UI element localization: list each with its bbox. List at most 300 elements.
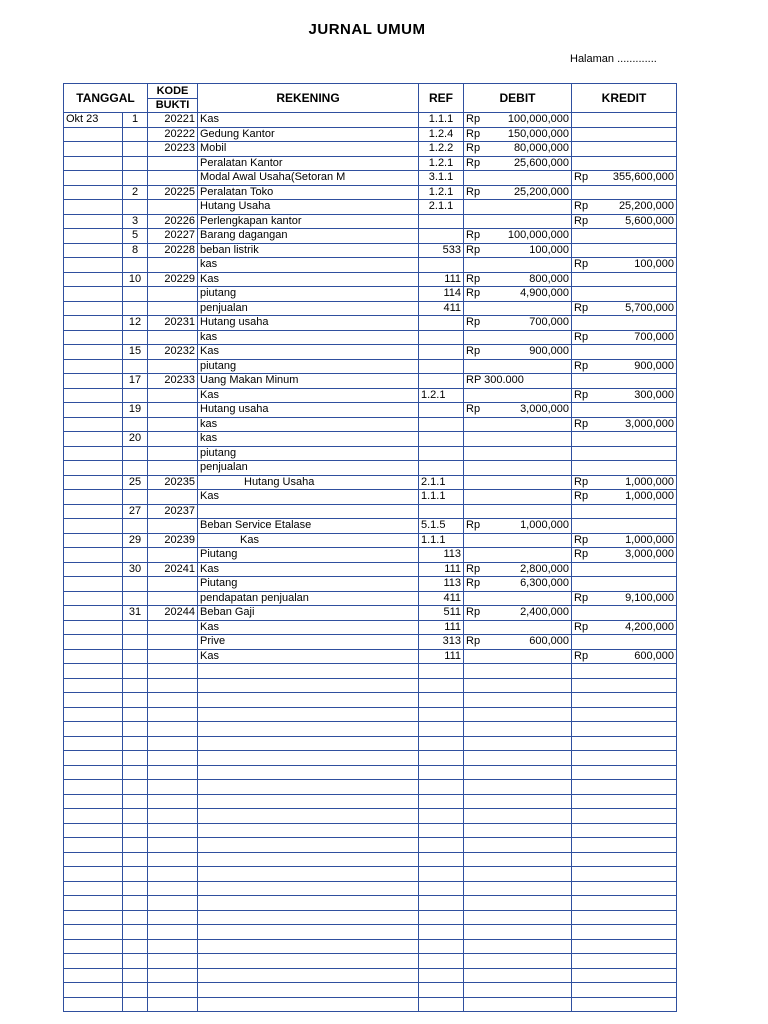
empty-cell: [64, 736, 123, 751]
empty-cell: [419, 765, 464, 780]
debit-amount: [466, 519, 569, 532]
empty-row: [64, 852, 677, 867]
empty-cell: [123, 867, 148, 882]
table-row: [64, 374, 677, 389]
cell-ref: 1.2.4: [419, 127, 464, 142]
cell-rekening: Kas: [198, 620, 419, 635]
empty-row: [64, 765, 677, 780]
table-row: [64, 490, 677, 505]
cell-kode-bukti: 20225: [148, 185, 198, 200]
table-row: [64, 403, 677, 418]
cell-ref: 511: [419, 606, 464, 621]
empty-cell: [198, 707, 419, 722]
cell-rekening: Piutang: [198, 577, 419, 592]
header-rekening: REKENING: [198, 84, 419, 113]
cell-day: [123, 519, 148, 534]
cell-ref: [419, 316, 464, 331]
cell-debit: [464, 606, 572, 621]
cell-kode-bukti: [148, 171, 198, 186]
table-row: [64, 432, 677, 447]
cell-kredit: [572, 403, 677, 418]
empty-cell: [464, 881, 572, 896]
empty-cell: [123, 968, 148, 983]
empty-cell: [123, 925, 148, 940]
cell-kredit: [572, 504, 677, 519]
kredit-amount: [574, 302, 674, 315]
cell-debit: [464, 548, 572, 563]
empty-cell: [198, 881, 419, 896]
table-row: [64, 359, 677, 374]
cell-kredit: [572, 591, 677, 606]
cell-rekening: pendapatan penjualan: [198, 591, 419, 606]
kredit-value: 600,000: [634, 649, 674, 662]
empty-cell: [123, 939, 148, 954]
empty-cell: [198, 664, 419, 679]
cell-ref: 111: [419, 272, 464, 287]
table-row: [64, 171, 677, 186]
empty-cell: [123, 707, 148, 722]
cell-rekening: Kas: [198, 490, 419, 505]
cell-day: [123, 200, 148, 215]
cell-kode-bukti: 20222: [148, 127, 198, 142]
cell-rekening: Kas: [198, 345, 419, 360]
empty-cell: [64, 939, 123, 954]
cell-kredit: [572, 171, 677, 186]
table-row: [64, 156, 677, 171]
empty-cell: [64, 838, 123, 853]
cell-kredit: [572, 548, 677, 563]
cell-debit: [464, 577, 572, 592]
cell-debit: [464, 649, 572, 664]
empty-cell: [198, 838, 419, 853]
page-number-label: Halaman .............: [570, 53, 657, 65]
kredit-currency: Rp: [574, 475, 589, 488]
cell-kode-bukti: [148, 200, 198, 215]
empty-row: [64, 939, 677, 954]
cell-kredit: [572, 606, 677, 621]
empty-cell: [123, 736, 148, 751]
kredit-amount: [574, 331, 674, 344]
empty-cell: [464, 983, 572, 998]
cell-kode-bukti: 20229: [148, 272, 198, 287]
empty-cell: [419, 751, 464, 766]
cell-rekening: Kas: [198, 388, 419, 403]
cell-ref: 1.2.1: [419, 185, 464, 200]
table-row: [64, 388, 677, 403]
cell-tanggal: [64, 359, 123, 374]
empty-cell: [464, 997, 572, 1012]
debit-value: 900,000: [529, 345, 569, 358]
empty-row: [64, 751, 677, 766]
empty-cell: [464, 809, 572, 824]
debit-currency: RP 300.000: [466, 374, 524, 387]
empty-cell: [123, 765, 148, 780]
empty-cell: [64, 707, 123, 722]
empty-row: [64, 707, 677, 722]
kredit-value: 5,700,000: [625, 301, 674, 314]
cell-day: [123, 417, 148, 432]
cell-ref: 111: [419, 649, 464, 664]
table-row: [64, 113, 677, 128]
cell-ref: 2.1.1: [419, 475, 464, 490]
cell-rekening: kas: [198, 258, 419, 273]
cell-tanggal: [64, 200, 123, 215]
table-row: [64, 504, 677, 519]
empty-cell: [64, 765, 123, 780]
kredit-amount: [574, 200, 674, 213]
empty-cell: [123, 678, 148, 693]
debit-value: 800,000: [529, 272, 569, 285]
cell-kredit: [572, 301, 677, 316]
debit-value: 3,000,000: [520, 403, 569, 416]
table-row: [64, 330, 677, 345]
empty-cell: [148, 910, 198, 925]
cell-kode-bukti: 20235: [148, 475, 198, 490]
cell-rekening: kas: [198, 432, 419, 447]
debit-amount: [466, 157, 569, 170]
table-row: [64, 461, 677, 476]
table-row: [64, 533, 677, 548]
cell-ref: 114: [419, 287, 464, 302]
cell-debit: [464, 258, 572, 273]
empty-cell: [419, 925, 464, 940]
kredit-amount: [574, 650, 674, 663]
cell-day: 12: [123, 316, 148, 331]
kredit-amount: [574, 360, 674, 373]
table-row: [64, 562, 677, 577]
cell-kredit: [572, 432, 677, 447]
empty-cell: [148, 751, 198, 766]
cell-kredit: [572, 156, 677, 171]
header-ref: REF: [419, 84, 464, 113]
cell-ref: [419, 432, 464, 447]
empty-cell: [419, 939, 464, 954]
empty-cell: [464, 838, 572, 853]
kredit-currency: Rp: [574, 388, 589, 401]
empty-cell: [123, 997, 148, 1012]
empty-cell: [148, 794, 198, 809]
cell-tanggal: [64, 171, 123, 186]
empty-cell: [572, 939, 677, 954]
cell-rekening: Beban Service Etalase: [198, 519, 419, 534]
cell-ref: [419, 446, 464, 461]
cell-kode-bukti: [148, 620, 198, 635]
empty-cell: [198, 852, 419, 867]
cell-debit: [464, 417, 572, 432]
empty-cell: [198, 751, 419, 766]
cell-ref: 113: [419, 577, 464, 592]
cell-debit: [464, 359, 572, 374]
table-row: [64, 301, 677, 316]
cell-rekening: Peralatan Kantor: [198, 156, 419, 171]
empty-row: [64, 910, 677, 925]
table-row: [64, 316, 677, 331]
cell-kredit: [572, 577, 677, 592]
kredit-currency: Rp: [574, 200, 589, 213]
cell-debit: [464, 345, 572, 360]
cell-kode-bukti: 20223: [148, 142, 198, 157]
empty-cell: [148, 765, 198, 780]
empty-cell: [419, 896, 464, 911]
cell-tanggal: [64, 635, 123, 650]
empty-cell: [64, 881, 123, 896]
debit-currency: Rp: [466, 403, 481, 416]
cell-day: [123, 301, 148, 316]
debit-amount: [466, 345, 569, 358]
cell-ref: 5.1.5: [419, 519, 464, 534]
cell-ref: [419, 359, 464, 374]
cell-tanggal: [64, 475, 123, 490]
cell-tanggal: [64, 417, 123, 432]
cell-ref: 111: [419, 620, 464, 635]
cell-kredit: [572, 330, 677, 345]
cell-day: [123, 171, 148, 186]
kredit-currency: Rp: [574, 649, 589, 662]
empty-cell: [148, 780, 198, 795]
cell-kredit: [572, 635, 677, 650]
debit-currency: Rp: [466, 127, 481, 140]
cell-day: 29: [123, 533, 148, 548]
empty-cell: [572, 794, 677, 809]
debit-currency: Rp: [466, 562, 481, 575]
cell-day: [123, 591, 148, 606]
cell-kode-bukti: [148, 287, 198, 302]
cell-ref: [419, 461, 464, 476]
kredit-currency: Rp: [574, 258, 589, 271]
empty-cell: [419, 881, 464, 896]
debit-amount: [466, 374, 569, 387]
empty-row: [64, 997, 677, 1012]
cell-tanggal: [64, 446, 123, 461]
cell-debit: [464, 171, 572, 186]
empty-cell: [198, 678, 419, 693]
debit-value: 4,900,000: [520, 287, 569, 300]
cell-rekening: piutang: [198, 359, 419, 374]
cell-ref: 1.1.1: [419, 533, 464, 548]
empty-cell: [419, 867, 464, 882]
kredit-value: 9,100,000: [625, 591, 674, 604]
empty-cell: [64, 678, 123, 693]
empty-cell: [123, 794, 148, 809]
kredit-currency: Rp: [574, 490, 589, 503]
debit-currency: Rp: [466, 229, 481, 242]
cell-debit: [464, 316, 572, 331]
empty-cell: [419, 722, 464, 737]
cell-debit: [464, 272, 572, 287]
empty-cell: [419, 664, 464, 679]
cell-kredit: [572, 214, 677, 229]
kredit-amount: [574, 171, 674, 184]
cell-ref: [419, 504, 464, 519]
cell-day: [123, 649, 148, 664]
cell-kredit: [572, 200, 677, 215]
debit-value: 700,000: [529, 316, 569, 329]
cell-kredit: [572, 359, 677, 374]
empty-cell: [464, 678, 572, 693]
empty-cell: [198, 722, 419, 737]
cell-kode-bukti: 20231: [148, 316, 198, 331]
cell-debit: [464, 533, 572, 548]
cell-tanggal: [64, 533, 123, 548]
empty-cell: [419, 736, 464, 751]
empty-cell: [148, 983, 198, 998]
cell-kode-bukti: [148, 417, 198, 432]
cell-kredit: [572, 388, 677, 403]
empty-cell: [198, 809, 419, 824]
empty-cell: [123, 910, 148, 925]
empty-cell: [64, 867, 123, 882]
empty-cell: [123, 693, 148, 708]
empty-row: [64, 823, 677, 838]
kredit-value: 25,200,000: [618, 200, 674, 213]
cell-day: 3: [123, 214, 148, 229]
cell-tanggal: [64, 504, 123, 519]
empty-cell: [572, 751, 677, 766]
cell-kode-bukti: [148, 432, 198, 447]
debit-amount: [466, 563, 569, 576]
empty-cell: [464, 707, 572, 722]
kredit-amount: [574, 476, 674, 489]
debit-currency: Rp: [466, 272, 481, 285]
cell-debit: [464, 287, 572, 302]
empty-row: [64, 794, 677, 809]
cell-tanggal: [64, 185, 123, 200]
cell-kode-bukti: [148, 330, 198, 345]
cell-debit: [464, 330, 572, 345]
cell-day: [123, 461, 148, 476]
empty-cell: [123, 852, 148, 867]
cell-kredit: [572, 374, 677, 389]
cell-tanggal: [64, 316, 123, 331]
cell-kode-bukti: 20226: [148, 214, 198, 229]
cell-rekening: Peralatan Toko: [198, 185, 419, 200]
cell-kode-bukti: [148, 461, 198, 476]
empty-cell: [464, 794, 572, 809]
cell-rekening: Gedung Kantor: [198, 127, 419, 142]
empty-cell: [64, 968, 123, 983]
cell-ref: 1.2.2: [419, 142, 464, 157]
empty-cell: [419, 794, 464, 809]
empty-cell: [148, 823, 198, 838]
kredit-currency: Rp: [574, 533, 589, 546]
debit-currency: Rp: [466, 345, 481, 358]
cell-tanggal: [64, 432, 123, 447]
empty-cell: [419, 852, 464, 867]
empty-cell: [64, 780, 123, 795]
cell-ref: [419, 214, 464, 229]
cell-kode-bukti: [148, 301, 198, 316]
cell-ref: [419, 403, 464, 418]
cell-day: 10: [123, 272, 148, 287]
cell-kredit: [572, 127, 677, 142]
empty-cell: [464, 736, 572, 751]
cell-debit: [464, 185, 572, 200]
cell-debit: [464, 562, 572, 577]
empty-cell: [572, 954, 677, 969]
header-bukti: BUKTI: [155, 98, 190, 111]
debit-amount: [466, 273, 569, 286]
cell-day: [123, 330, 148, 345]
empty-cell: [419, 997, 464, 1012]
cell-debit: [464, 127, 572, 142]
empty-cell: [198, 736, 419, 751]
empty-cell: [148, 852, 198, 867]
cell-ref: 411: [419, 591, 464, 606]
cell-day: 17: [123, 374, 148, 389]
kredit-currency: Rp: [574, 620, 589, 633]
cell-kode-bukti: [148, 403, 198, 418]
cell-kode-bukti: [148, 548, 198, 563]
cell-day: [123, 388, 148, 403]
debit-value: 25,200,000: [513, 185, 569, 198]
empty-cell: [419, 809, 464, 824]
empty-cell: [148, 954, 198, 969]
cell-rekening: Kas: [198, 533, 419, 548]
kredit-value: 100,000: [634, 258, 674, 271]
empty-cell: [464, 664, 572, 679]
empty-cell: [572, 678, 677, 693]
cell-tanggal: [64, 461, 123, 476]
kredit-value: 900,000: [634, 359, 674, 372]
cell-tanggal: [64, 330, 123, 345]
kredit-value: 355,600,000: [612, 171, 674, 184]
empty-cell: [148, 707, 198, 722]
header-kode: KODE: [148, 85, 197, 99]
cell-rekening: beban listrik: [198, 243, 419, 258]
cell-rekening: Prive: [198, 635, 419, 650]
empty-cell: [572, 968, 677, 983]
debit-amount: [466, 287, 569, 300]
cell-day: [123, 258, 148, 273]
cell-debit: [464, 504, 572, 519]
empty-cell: [572, 736, 677, 751]
empty-cell: [64, 794, 123, 809]
cell-rekening: Perlengkapan kantor: [198, 214, 419, 229]
debit-currency: Rp: [466, 316, 481, 329]
empty-cell: [572, 910, 677, 925]
empty-cell: [464, 939, 572, 954]
empty-cell: [148, 736, 198, 751]
cell-tanggal: [64, 620, 123, 635]
empty-cell: [123, 983, 148, 998]
cell-day: [123, 287, 148, 302]
cell-kredit: [572, 475, 677, 490]
empty-cell: [464, 852, 572, 867]
empty-row: [64, 896, 677, 911]
cell-rekening: Modal Awal Usaha(Setoran M: [198, 171, 419, 186]
cell-rekening: [198, 504, 419, 519]
empty-cell: [572, 664, 677, 679]
empty-cell: [148, 896, 198, 911]
empty-cell: [419, 823, 464, 838]
kredit-amount: [574, 592, 674, 605]
debit-value: 100,000,000: [507, 229, 569, 242]
cell-kode-bukti: 20227: [148, 229, 198, 244]
empty-cell: [464, 968, 572, 983]
empty-cell: [572, 707, 677, 722]
cell-kredit: [572, 316, 677, 331]
cell-kredit: [572, 620, 677, 635]
cell-debit: [464, 113, 572, 128]
cell-tanggal: [64, 287, 123, 302]
cell-debit: [464, 620, 572, 635]
cell-day: [123, 359, 148, 374]
cell-day: [123, 156, 148, 171]
debit-amount: [466, 229, 569, 242]
table-row: [64, 635, 677, 650]
cell-rekening: Piutang: [198, 548, 419, 563]
cell-rekening: Kas: [198, 649, 419, 664]
